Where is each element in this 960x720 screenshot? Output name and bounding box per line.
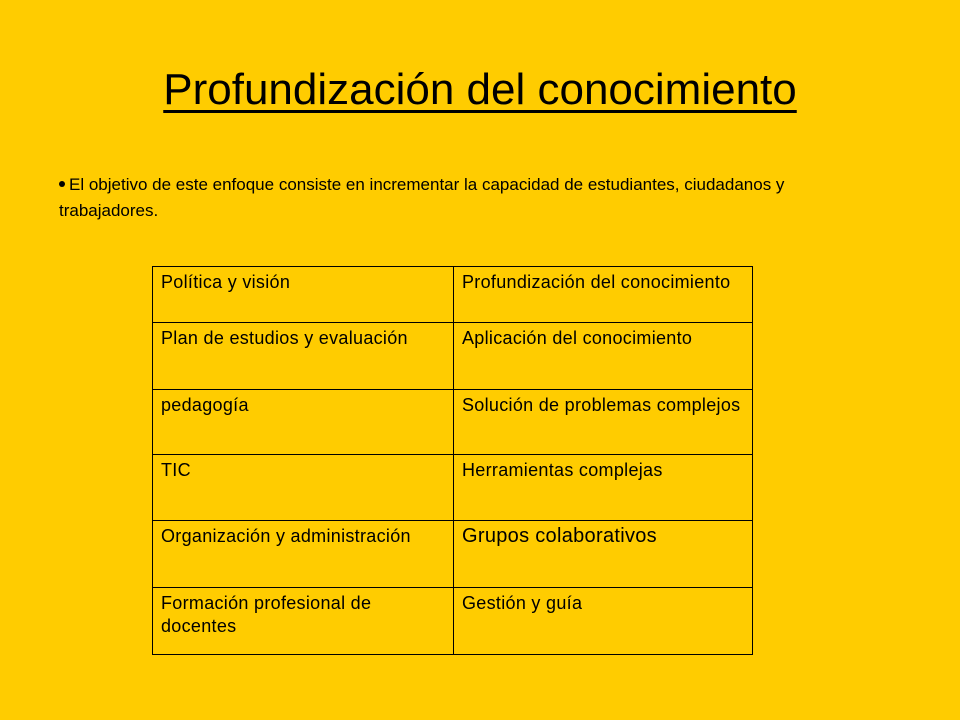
table-row [153,521,753,588]
table-cell: Grupos colaborativos [454,521,753,588]
table-row [153,588,753,655]
table-cell: Formación profesional de docentes [153,588,454,655]
bullet-text: El objetivo de este enfoque consiste en incrementar la capacidad de estudiantes, ciudadanos y trabajadores. [59,175,785,220]
bullet-dot-icon [59,181,65,187]
table-row [153,455,753,521]
table-row [153,267,753,323]
table-cell: Gestión y guía [454,588,753,655]
table-cell: Organización y administración [153,521,454,588]
comparison-table [152,266,753,655]
table-cell: Profundización del conocimiento [454,267,753,323]
table-cell: Aplicación del conocimiento [454,323,753,390]
table-row [153,323,753,390]
slide-title: Profundización del conocimiento [163,65,797,114]
table-cell: Plan de estudios y evaluación [153,323,454,390]
table-cell: Herramientas complejas [454,455,753,521]
table-cell: pedagogía [153,390,454,455]
bullet-item [59,172,879,224]
table-cell: Política y visión [153,267,454,323]
table-cell: TIC [153,455,454,521]
table-row [153,390,753,455]
table-cell: Solución de problemas complejos [454,390,753,455]
